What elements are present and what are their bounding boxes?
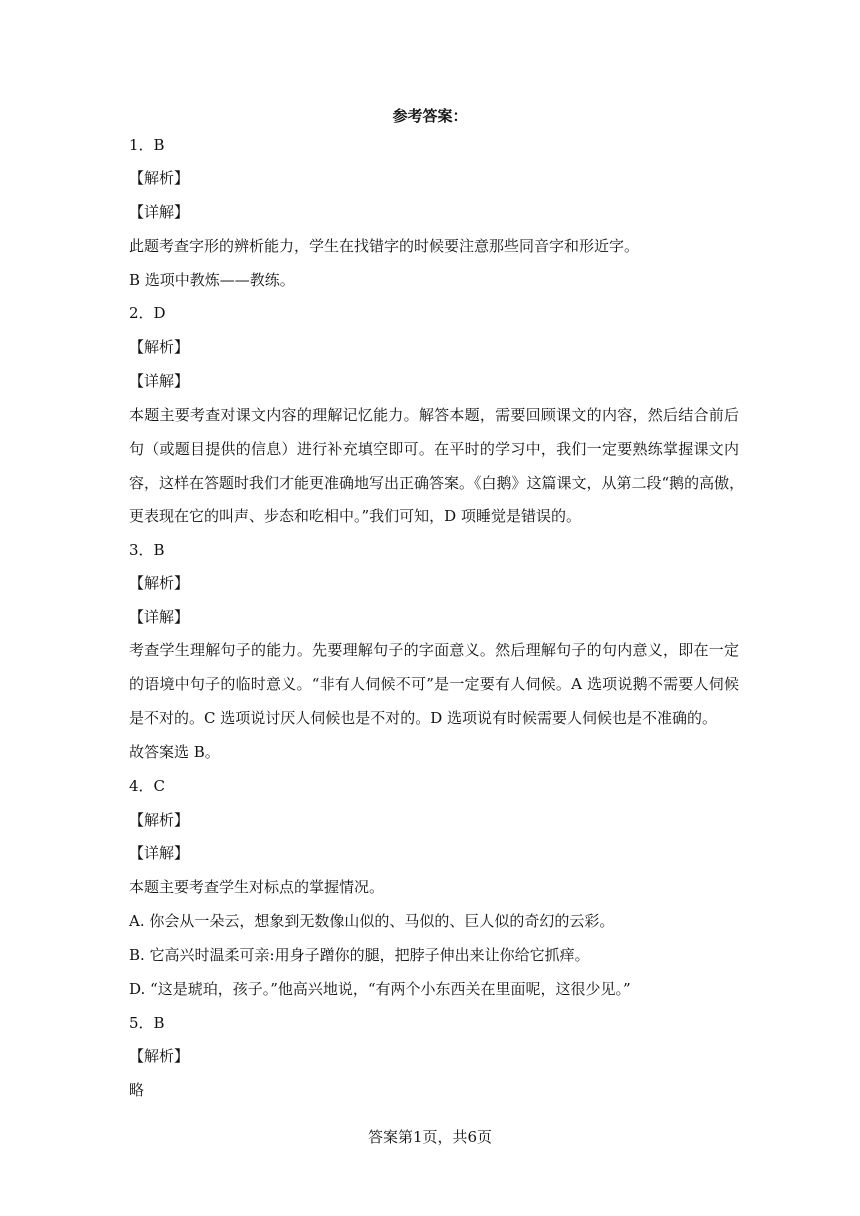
text-line: 2．D — [129, 304, 166, 322]
text-line: 【解析】 — [129, 574, 190, 592]
text-line: 是不对的。C 选项说讨厌人伺候也是不对的。D 选项说有时候需要人伺候也是不准确的。 — [129, 709, 718, 727]
text-line: 4．C — [129, 777, 166, 795]
text-line: 【解析】 — [129, 1047, 190, 1065]
text-line: 略 — [129, 1081, 145, 1099]
text-line: 本题主要考查学生对标点的掌握情况。 — [129, 878, 385, 896]
text-line: 【解析】 — [129, 169, 190, 187]
text-line: 句（或题目提供的信息）进行补充填空即可。在平时的学习中，我们一定要熟练掌握课文内 — [129, 440, 739, 458]
text-line: 此题考查字形的辨析能力，学生在找错字的时候要注意那些同音字和形近字。 — [129, 237, 640, 255]
text-line: 考查学生理解句子的能力。先要理解句子的字面意义。然后理解句子的句内意义，即在一定 — [129, 641, 739, 659]
text-line: 5．B — [129, 1014, 165, 1032]
text-line: 更表现在它的叫声、步态和吃相中。”我们可知，D 项睡觉是错误的。 — [129, 507, 581, 525]
text-line: 【详解】 — [129, 203, 190, 221]
text-line: 【详解】 — [129, 844, 190, 862]
text-line: 【解析】 — [129, 811, 190, 829]
text-line: D. “这是琥珀，孩子。”他高兴地说，“有两个小东西关在里面呢，这很少见。” — [129, 980, 631, 998]
text-line: 【详解】 — [129, 608, 190, 626]
text-line: A. 你会从一朵云，想象到无数像山似的、马似的、巨人似的奇幻的云彩。 — [129, 912, 615, 930]
page-footer: 答案第1页，共6页 — [367, 1128, 493, 1146]
text-line: 【详解】 — [129, 372, 190, 390]
text-line: B 选项中教炼——教练。 — [129, 271, 295, 289]
text-line: 3．B — [129, 541, 165, 559]
text-line: 【解析】 — [129, 338, 190, 356]
answer-title: 参考答案： — [392, 107, 468, 125]
text-line: 的语境中句子的临时意义。“非有人伺候不可”是一定要有人伺候。A 选项说鹅不需要人伺候 — [129, 675, 739, 693]
text-line: 1．B — [129, 136, 165, 154]
text-line: 容，这样在答题时我们才能更准确地写出正确答案。《白鹅》这篇课文，从第二段“鹅的高傲， — [129, 474, 745, 492]
text-line: 本题主要考查对课文内容的理解记忆能力。解答本题，需要回顾课文的内容，然后结合前后 — [129, 406, 739, 424]
text-line: B. 它高兴时温柔可亲:用身子蹭你的腿，把脖子伸出来让你给它抓痒。 — [129, 946, 590, 964]
text-line: 故答案选 B。 — [129, 743, 220, 761]
